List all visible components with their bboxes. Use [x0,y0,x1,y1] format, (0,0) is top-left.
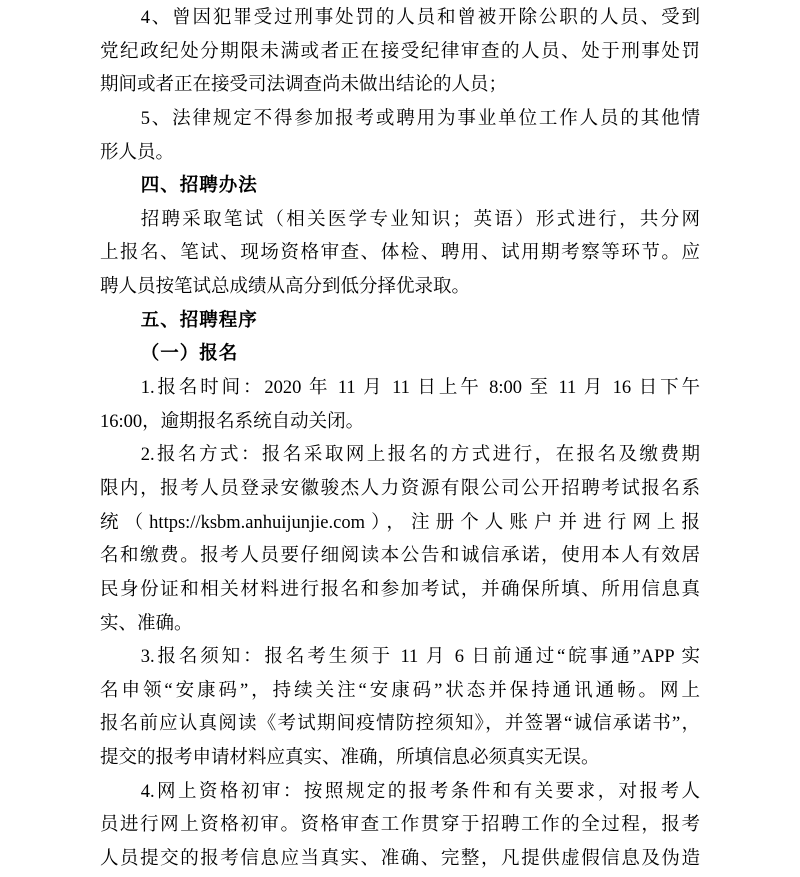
heading-line: 四、招聘办法 [140,176,258,197]
text-line: 形人员。 [100,142,175,163]
text-line: 统（https://ksbm.anhuijunjie.com），注册个人账户并进行网上报 [100,512,700,533]
text-line: 5、法律规定不得参加报考或聘用为事业单位工作人员的其他情 [140,108,700,129]
text-line: 党纪政纪处分期限未满或者正在接受纪律审查的人员、处于刑事处罚 [100,41,700,62]
text-line: 3.报名须知：报名考生须于 11 月 6 日前通过“皖事通”APP 实 [140,647,700,668]
text-line: 报名前应认真阅读《考试期间疫情防控须知》，并签署“诚信承诺书”， [100,714,700,735]
text-line: 人员提交的报考信息应当真实、准确、完整，凡提供虚假信息及伪造 [100,849,700,870]
text-line: 名和缴费。报考人员要仔细阅读本公告和诚信承诺，使用本人有效居 [100,546,700,567]
text-line: 聘人员按笔试总成绩从高分到低分择优录取。 [100,277,471,298]
document-body [100,2,700,877]
text-line: 限内，报考人员登录安徽骏杰人力资源有限公司公开招聘考试报名系 [100,478,700,499]
text-line: 民身份证和相关材料进行报名和参加考试，并确保所填、所用信息真 [100,579,700,600]
text-line: 员进行网上资格初审。资格审查工作贯穿于招聘工作的全过程，报考 [100,815,700,836]
text-line: 提交的报考申请材料应真实、准确，所填信息必须真实无误。 [100,748,600,769]
text-line: 4、曾因犯罪受过刑事处罚的人员和曾被开除公职的人员、受到 [140,8,700,28]
text-line: 实、准确。 [100,613,193,634]
text-line: 1.报名时间：2020 年 11 月 11 日上午 8:00 至 11 月 16 日下午 [140,378,700,399]
heading-line: 五、招聘程序 [140,310,258,331]
text-line: 16:00，逾期报名系统自动关闭。 [100,411,365,432]
text-line: 4.网上资格初审：按照规定的报考条件和有关要求，对报考人 [140,781,700,802]
text-line: 招聘采取笔试（相关医学专业知识；英语）形式进行，共分网 [140,209,700,230]
text-line: 2.报名方式：报名采取网上报名的方式进行，在报名及缴费期 [140,445,700,466]
text-line: 上报名、笔试、现场资格审查、体检、聘用、试用期考察等环节。应 [100,243,700,264]
text-line: 名申领“安康码”，持续关注“安康码”状态并保持通讯通畅。网上 [100,680,700,701]
text-line: 期间或者正在接受司法调查尚未做出结论的人员； [100,75,508,96]
heading-line: （一）报名 [140,344,239,365]
